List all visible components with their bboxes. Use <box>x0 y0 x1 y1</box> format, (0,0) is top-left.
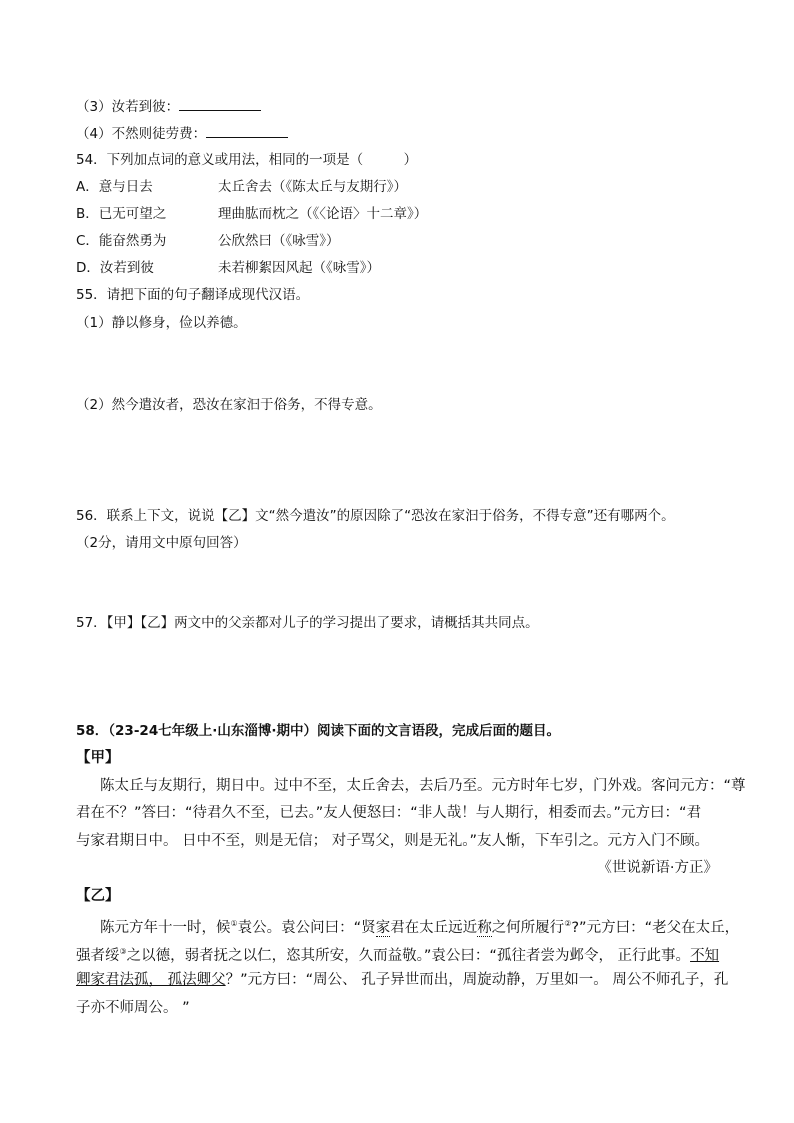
answer-blank-4[interactable] <box>206 123 288 138</box>
q58-stem: 58．（23-24七年级上·山东淄博·期中）阅读下面的文言语段，完成后面的题目。 <box>76 723 560 739</box>
yi-paragraph-line-4: 子亦不师周公。 ” <box>76 1000 190 1016</box>
q55-stem: 55．请把下面的句子翻译成现代汉语。 <box>76 287 310 303</box>
yi-paragraph-line-3: 卿家君法孤， 孤法卿父？”元方曰：“周公、 孔子异世而出，周旋动静，万里如一。 周公不师孔子，孔 <box>76 972 729 988</box>
q53-item3: （3）汝若到彼： <box>76 96 261 117</box>
yi-label: 【乙】 <box>76 888 120 904</box>
jia-paragraph-line-2: 君在不？”答曰：“待君久不至，已去。”友人便怒曰：“非人哉！与人期行，相委而去。”元方曰：“君 <box>76 805 702 821</box>
q54-option-a[interactable]: A．意与日去 太丘舍去（《陈太丘与友期行》） <box>76 179 407 195</box>
emphasized-word-cheng: 称 <box>477 919 492 936</box>
q54-stem: 54．下列加点词的意义或用法，相同的一项是（ ） <box>76 152 418 168</box>
q57-stem: 57．【甲】【乙】两文中的父亲都对儿子的学习提出了要求，请概括其共同点。 <box>76 615 539 631</box>
emphasized-word-jia: 家 <box>375 919 391 936</box>
jia-paragraph-line-3: 与家君期日中。 日中不至，则是无信； 对子骂父，则是无礼。”友人惭，下车引之。元方入门不顾。 <box>76 833 709 849</box>
underlined-sentence-end: 卿家君法孤， 孤法卿父 <box>76 972 226 988</box>
jia-paragraph-line-1: 陈太丘与友期行，期日中。过中不至，太丘舍去，去后乃至。元方时年七岁，门外戏。客问元方：“尊 <box>100 778 746 794</box>
footnote-marker-2: ② <box>564 919 572 928</box>
underlined-sentence-start: 不知 <box>690 947 720 964</box>
q56-stem: 56．联系上下文，说说【乙】文“然今遣汝”的原因除了“恐汝在家汩于俗务，不得专意”还有哪两个。 <box>76 508 675 524</box>
q55-item2: （2）然今遣汝者，恐汝在家汩于俗务，不得专意。 <box>76 397 382 413</box>
answer-blank-3[interactable] <box>179 96 261 111</box>
q55-item1: （1）静以修身，俭以养德。 <box>76 315 247 331</box>
q54-option-c[interactable]: C．能奋然勇为 公欣然曰（《咏雪》） <box>76 233 340 249</box>
q54-option-d[interactable]: D．汝若到彼 未若柳絮因风起（《咏雪》） <box>76 260 380 276</box>
jia-source: 《世说新语·方正》 <box>597 860 718 876</box>
q56-note: （2分，请用文中原句回答） <box>76 535 247 551</box>
yi-paragraph-line-2: 强者绥③之以德，弱者抚之以仁，恣其所安，久而益敬。”袁公曰：“孤往者尝为邺令， 正行此事。不知 <box>76 947 720 964</box>
jia-label: 【甲】 <box>76 750 120 766</box>
footnote-marker-3: ③ <box>119 947 127 956</box>
q53-item4: （4）不然则徒劳费： <box>76 123 288 144</box>
q54-option-b[interactable]: B．已无可望之 理曲肱而枕之（《〈论语〉十二章》） <box>76 206 428 222</box>
yi-paragraph-line-1: 陈元方年十一时，候①袁公。袁公问曰：“贤家君在太丘远近称之何所履行②?”元方曰：“老父在太丘， <box>100 919 740 936</box>
footnote-marker-1: ① <box>230 919 238 928</box>
